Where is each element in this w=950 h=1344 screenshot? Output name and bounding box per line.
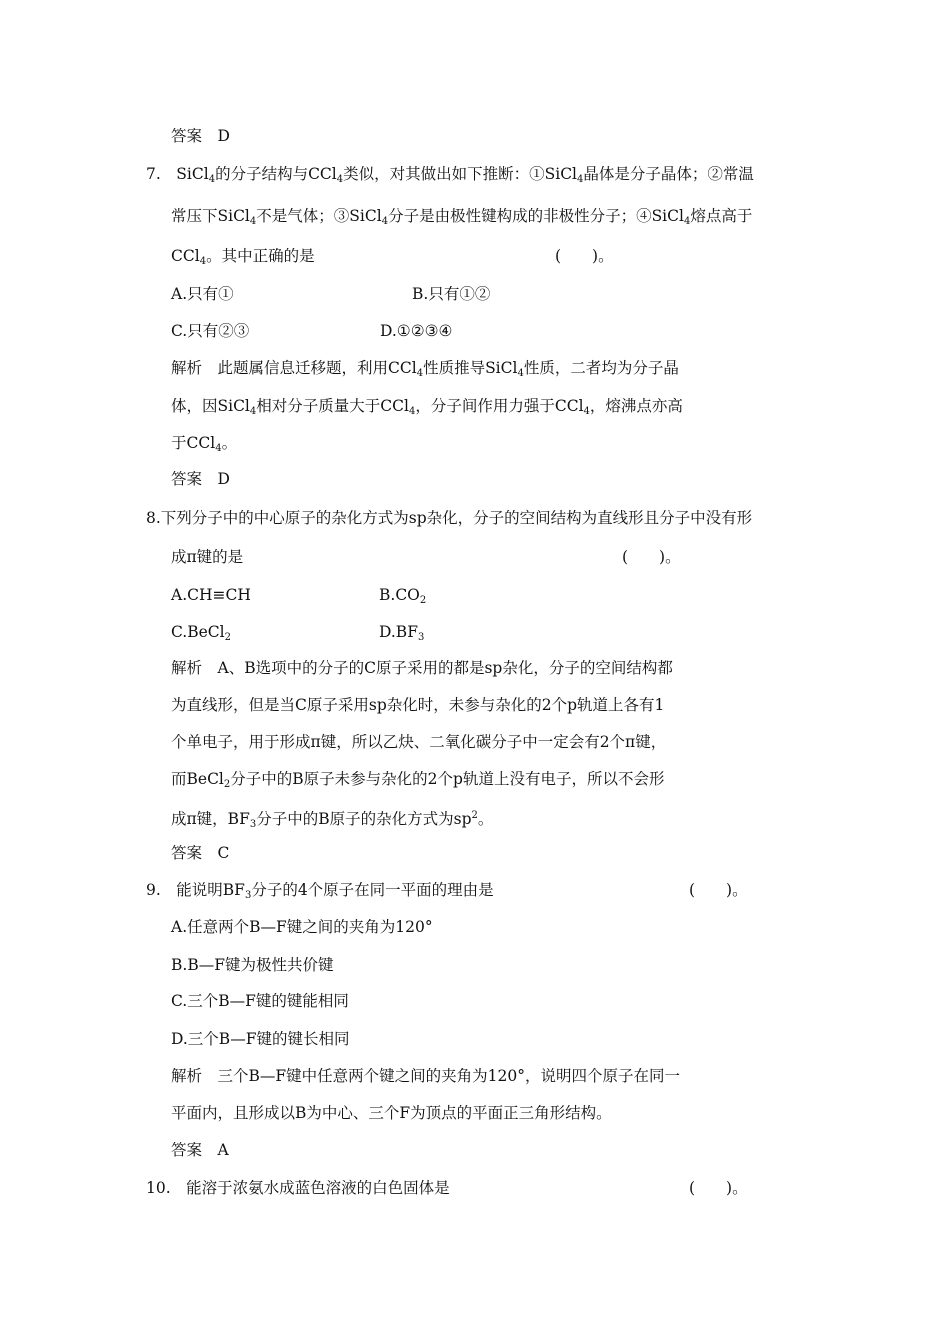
text-run: 平面内，且形成以B为中心、三个F为顶点的平面正三角形结构。 (171, 1104, 612, 1122)
text-run: 晶体是分子晶体；②常温 (583, 165, 754, 183)
text-run: A.CH≡CH (171, 586, 251, 604)
text-run: 分子是由极性键构成的非极性分子；④SiCl (388, 207, 684, 225)
text-line (171, 732, 666, 752)
text-line (171, 695, 664, 715)
text-line (171, 769, 664, 795)
text-run: 于CCl (171, 434, 216, 452)
text-line (171, 126, 230, 146)
text-line (146, 508, 752, 528)
subscript: 4 (381, 216, 389, 227)
text-run: ( )。 (689, 881, 748, 899)
text-run: 类似，对其做出如下推断：①SiCl (343, 165, 578, 183)
subscript: 4 (577, 174, 584, 185)
text-line (171, 284, 234, 304)
text-line (171, 1140, 229, 1160)
text-run: 10. 能溶于浓氨水成蓝色溶液的白色固体是 (146, 1179, 450, 1197)
text-line (622, 547, 681, 567)
text-run: 常压下SiCl (171, 207, 250, 225)
text-run: C.只有②③ (171, 322, 250, 340)
text-line (689, 880, 748, 900)
subscript: 4 (208, 174, 216, 185)
subscript: 4 (336, 174, 344, 185)
text-run: C.BeCl (171, 623, 225, 641)
text-run: 不是气体；③SiCl (256, 207, 382, 225)
subscript: 2 (223, 779, 231, 790)
text-run: 成π键的是 (171, 548, 244, 566)
text-run: B.CO (379, 586, 420, 604)
text-run: D.BF (379, 623, 418, 641)
text-line (171, 396, 683, 422)
text-line (171, 1029, 349, 1049)
text-run: B.只有①② (412, 285, 491, 303)
text-run: ，分子间作用力强于CCl (415, 397, 584, 415)
text-line (171, 991, 349, 1011)
text-line (171, 358, 679, 384)
text-run: C.三个B—F键的键能相同 (171, 992, 349, 1010)
text-line (171, 1103, 612, 1123)
text-line (171, 246, 315, 272)
text-line (171, 585, 251, 605)
subscript: 4 (517, 368, 524, 379)
text-run: 性质推导SiCl (423, 359, 518, 377)
text-run: 相对分子质量大于CCl (256, 397, 409, 415)
text-line (171, 206, 752, 232)
subscript: 4 (683, 216, 691, 227)
text-run: 。 (221, 434, 238, 452)
text-run: ( )。 (555, 247, 614, 265)
text-run: 成π键，BF (171, 810, 250, 828)
text-run: ( )。 (689, 1179, 748, 1197)
text-run: ，熔沸点亦高 (589, 397, 683, 415)
text-line (171, 806, 493, 835)
subscript: 4 (583, 406, 590, 417)
text-run: 。 (477, 810, 494, 828)
subscript: 2 (419, 595, 427, 606)
text-run: 的分子结构与CCl (215, 165, 337, 183)
text-line (689, 1178, 748, 1198)
text-run: D.①②③④ (380, 322, 453, 340)
text-line (412, 284, 490, 304)
subscript: 3 (417, 632, 425, 643)
text-run: 7. SiCl (146, 165, 209, 183)
text-run: 而BeCl (171, 770, 224, 788)
text-line (171, 843, 229, 863)
subscript: 2 (224, 632, 231, 643)
text-line (171, 622, 231, 648)
subscript: 4 (249, 406, 257, 417)
text-line (171, 321, 249, 341)
text-run: CCl (171, 247, 200, 265)
subscript: 4 (199, 256, 207, 267)
text-run: 分子的4个原子在同一平面的理由是 (251, 881, 494, 899)
subscript: 3 (249, 819, 257, 830)
text-run: 分子中的B原子的杂化方式为sp (256, 810, 472, 828)
text-run: ( )。 (622, 548, 681, 566)
text-line (171, 1066, 680, 1086)
text-line (171, 917, 433, 937)
text-run: 解析 此题属信息迁移题，利用CCl (171, 359, 417, 377)
text-line (146, 880, 494, 906)
text-run: 分子中的B原子未参与杂化的2个p轨道上没有电子，所以不会形 (230, 770, 665, 788)
text-run: 解析 三个B—F键中任意两个键之间的夹角为120°，说明四个原子在同一 (171, 1067, 680, 1085)
text-line (171, 469, 230, 489)
text-run: A.任意两个B—F键之间的夹角为120° (171, 918, 433, 936)
text-run: 性质，二者均为分子晶 (523, 359, 679, 377)
text-run: 9. 能说明BF (146, 881, 245, 899)
text-line (171, 955, 333, 975)
text-run: 答案 D (171, 470, 230, 488)
subscript: 4 (416, 368, 424, 379)
text-run: 个单电子，用于形成π键，所以乙炔、二氧化碳分子中一定会有2个π键， (171, 733, 667, 751)
text-line (146, 1178, 450, 1198)
text-line (171, 433, 237, 459)
text-run: 8.下列分子中的中心原子的杂化方式为sp杂化，分子的空间结构为直线形且分子中没有形 (146, 509, 753, 527)
text-line (171, 547, 243, 567)
subscript: 4 (215, 443, 222, 454)
text-run: 为直线形，但是当C原子采用sp杂化时，未参与杂化的2个p轨道上各有1 (171, 696, 665, 714)
text-run: 答案 D (171, 127, 230, 145)
text-line (171, 658, 673, 678)
text-run: B.B—F键为极性共价键 (171, 956, 334, 974)
subscript: 3 (244, 890, 252, 901)
text-run: 解析 A、B选项中的分子的C原子采用的都是sp杂化，分子的空间结构都 (171, 659, 673, 677)
superscript: 2 (471, 810, 478, 821)
subscript: 4 (249, 216, 257, 227)
text-run: 体，因SiCl (171, 397, 250, 415)
text-line (379, 585, 426, 611)
text-run: A.只有① (171, 285, 234, 303)
text-line (555, 246, 614, 266)
text-run: 熔点高于 (690, 207, 753, 225)
text-run: 。其中正确的是 (206, 247, 315, 265)
subscript: 4 (408, 406, 416, 417)
text-line (380, 321, 452, 341)
text-run: 答案 A (171, 1141, 229, 1159)
text-line (379, 622, 424, 648)
text-line (146, 164, 754, 190)
text-run: D.三个B—F键的键长相同 (171, 1030, 350, 1048)
text-run: 答案 C (171, 844, 230, 862)
